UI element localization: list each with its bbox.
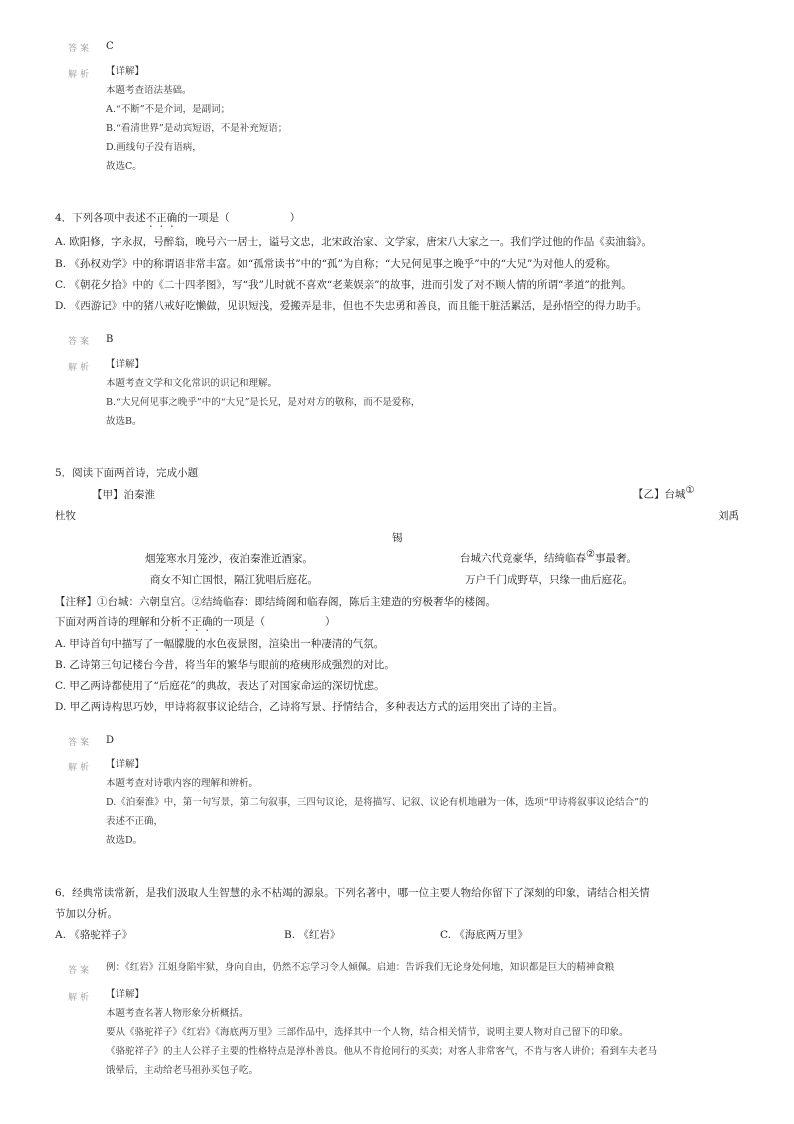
poem-b-title: 【乙】台城① xyxy=(633,485,695,501)
poem-a-title: 【甲】泊秦淮 xyxy=(92,489,155,501)
answer-label: 答案 xyxy=(68,738,93,748)
option-b: B. 《孙权劝学》中的称谓语非常丰富。如“孤常读书”中的“孤”为自称；“大兄何见事之晚乎”中的“大兄”为对他人的爱称。 xyxy=(55,258,617,270)
answer-value: D xyxy=(106,735,115,746)
sub-question-stem: 下面对两首诗的理解和分析不正确的一项是（ ） xyxy=(55,616,336,628)
poem-b-author-cont: 锡 xyxy=(392,532,403,544)
analysis-label: 解析 xyxy=(68,70,93,80)
answer-value: B xyxy=(106,334,114,345)
analysis-text: 【详解】 本题考查对诗歌内容的理解和辨析。 D.《泊秦淮》中，第一句写景，第二句叙事，三四句议论，是将描写、记叙、议论有机地融为一体，选项“甲诗将叙事议论结合”的 表述不正确， 故选D。 xyxy=(106,759,649,846)
answer-label: 答案 xyxy=(68,337,93,347)
question-stem: 6．经典常读常新，是我们汲取人生智慧的永不枯竭的源泉。下列名著中，哪一位主要人物给你留下了深刻的印象，请结合相关情 xyxy=(55,887,650,899)
analysis-text: 【详解】 本题考查语法基础。 A.“不断”不是介词，是副词； B.“看清世界”是动宾短语，不是补充短语； D.画线句子没有语病， 故选C。 xyxy=(106,66,288,172)
analysis-text: 【详解】 本题考查文学和文化常识的识记和理解。 B.“大兄何见事之晚乎”中的“大兄”是长兄，是对对方的敬称，而不是爱称， 故选B。 xyxy=(106,359,421,427)
poem-note: 【注释】①台城：六朝皇宫。②结绮临春：即结绮阁和临春阁，陈后主建造的穷极奢华的楼阁。 xyxy=(55,596,496,608)
option-a: A. 欧阳修，字永叔，号醉翁，晚号六一居士，谥号文忠，北宋政治家、文学家，唐宋八大家之一。我们学过他的作品《卖油翁》。 xyxy=(55,236,653,248)
question-stem-cont: 节加以分析。 xyxy=(55,908,118,920)
answer-value: 例：《红岩》江姐身陷牢狱，身向自由，仍然不忘学习令人倾佩。启迪：告诉我们无论身处何地，知识都是巨大的精神食粮 xyxy=(106,962,615,973)
option-c: C. 甲乙两诗都使用了“后庭花”的典故，表达了对国家命运的深切忧虑。 xyxy=(55,680,385,692)
option-b: B. 《红岩》 xyxy=(284,929,341,941)
analysis-label: 解析 xyxy=(68,993,93,1003)
option-a: A. 甲诗首句中描写了一幅朦胧的水色夜景图，渲染出一种凄清的气氛。 xyxy=(55,638,385,650)
question-stem: 4．下列各项中表述不正确的一项是（ ） xyxy=(55,212,301,224)
option-c: C. 《朝花夕拾》中的《二十四孝图》，写“我”儿时就不喜欢“老莱娱亲”的故事，进而引发了对不顾人情的所谓“孝道”的批判。 xyxy=(55,279,632,291)
option-d: D. 甲乙两诗构思巧妙，甲诗将叙事议论结合，乙诗将写景、抒情结合，多种表达方式的运用突出了诗的主旨。 xyxy=(55,701,564,713)
poem-b-author: 刘禹 xyxy=(718,510,739,522)
option-d: D. 《西游记》中的猪八戒好吃懒做，见识短浅，爱搬弄是非，但也不失忠勇和善良，而且能干脏活累活，是孙悟空的得力助手。 xyxy=(55,300,648,312)
answer-label: 答案 xyxy=(68,966,93,976)
poem-b-line: 万户千门成野草，只缘一曲后庭花。 xyxy=(465,574,633,586)
poem-a-line: 商女不知亡国恨，隔江犹唱后庭花。 xyxy=(150,574,318,586)
poem-b-line: 台城六代竞豪华，结绮临春②事最奢。 xyxy=(460,549,637,565)
poem-a-author: 杜牧 xyxy=(55,510,76,522)
option-a: A. 《骆驼祥子》 xyxy=(55,929,133,941)
analysis-text: 【详解】 本题考查名著人物形象分析概括。 要从《骆驼祥子》《红岩》《海底两万里》三部作品中，选择其中一个人物，结合相关情节，说明主要人物对自己留下的印象。 《骆驼祥子》的主人公祥子主要的性格特点是淳朴善良。他从不肯抢同行的买卖；对客人非常客气，不肯与客人讲价；看到车夫老马 饿晕后，主动给老马祖孙买包子吃。 xyxy=(106,989,658,1076)
question-stem: 5．阅读下面两首诗，完成小题 xyxy=(55,467,199,479)
analysis-label: 解析 xyxy=(68,363,93,373)
option-b: B. 乙诗第三句记楼台今昔，将当年的繁华与眼前的疮痍形成强烈的对比。 xyxy=(55,659,395,671)
answer-label: 答案 xyxy=(68,44,93,54)
answer-value: C xyxy=(106,41,114,52)
option-c: C. 《海底两万里》 xyxy=(440,929,528,941)
analysis-label: 解析 xyxy=(68,763,93,773)
poem-a-line: 烟笼寒水月笼沙，夜泊秦淮近酒家。 xyxy=(145,553,313,565)
